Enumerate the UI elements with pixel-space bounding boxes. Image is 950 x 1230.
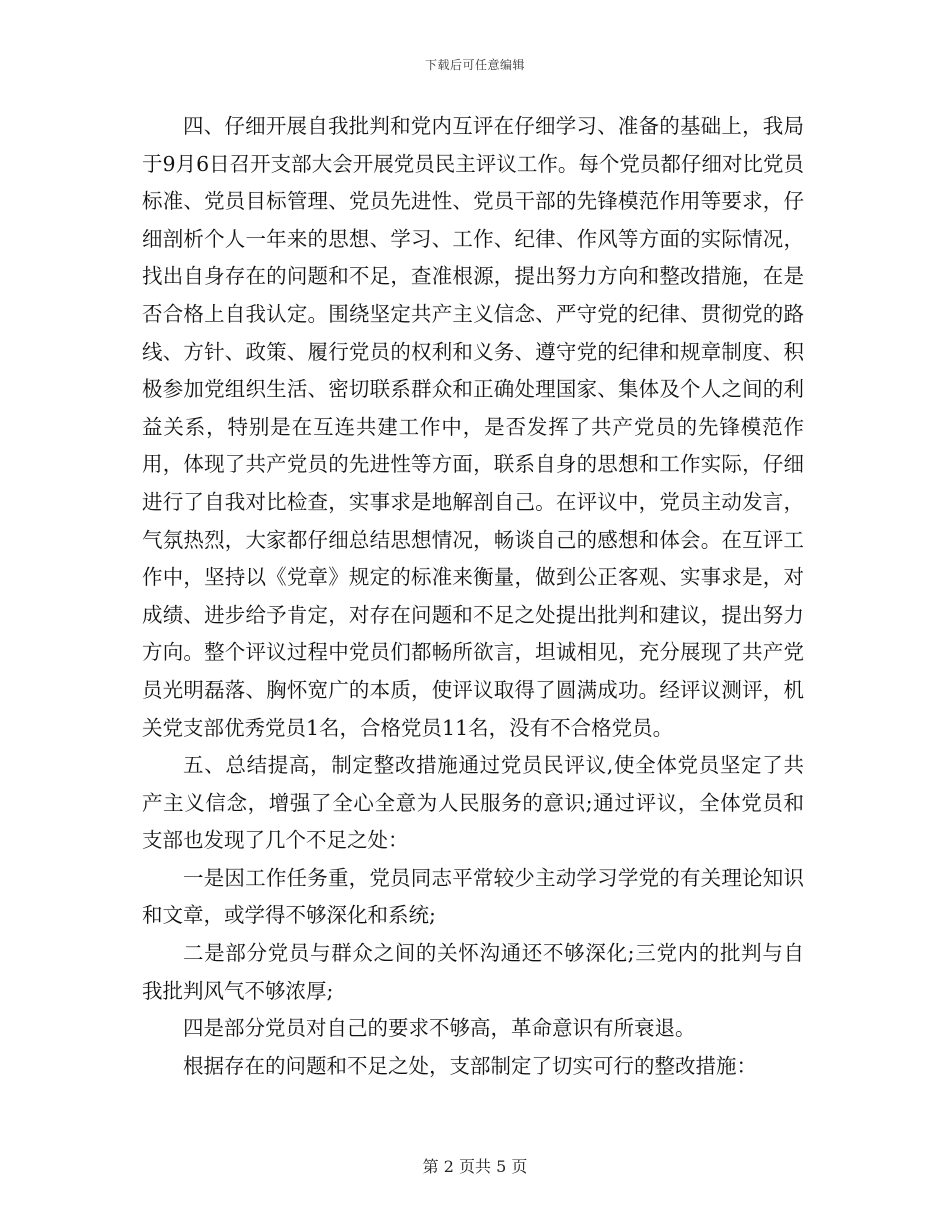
paragraph-issue-four: 四是部分党员对自己的要求不够高，革命意识有所衰退。 [183,1016,696,1041]
paragraph-issue-one: 一是因工作任务重，党员同志平常较少主动学习学党的有关理论知识和文章，或学得不够深化和系统; [142,865,804,928]
paragraph-self-criticism: 四、仔细开展自我批判和党内互评在仔细学习、准备的基础上，我局于9月6日召开支部大会开展党员民主评议工作。每个党员都仔细对比党员标准、党员目标管理、党员先进性、党员干部的先锋模范作用等要求，仔细剖析个人一年来的思想、学习、工作、纪律、作风等方面的实际情况，找出自身存在的问题和不足，查准根源，提出努力方向和整改措施，在是否合格上自我认定。围绕坚定共产主义信念、严守党的纪律、贯彻党的路线、方针、政策、履行党员的权利和义务、遵守党的纪律和规章制度、积极参加党组织生活、密切联系群众和正确处理国家、集体及个人之间的利益关系，特别是在互连共建工作中，是否发挥了共产党员的先锋模范作用，体现了共产党员的先进性等方面，联系自身的思想和工作实际，仔细进行了自我对比检查，实事求是地解剖自己。在评议中，党员主动发言，气氛热烈，大家都仔细总结思想情况，畅谈自己的感想和体会。在互评工作中，坚持以《党章》规定的标准来衡量，做到公正客观、实事求是，对成绩、进步给予肯定，对存在问题和不足之处提出批判和建议，提出努力方向。整个评议过程中党员们都畅所欲言，坦诚相见，充分展现了共产党员光明磊落、胸怀宽广的本质，使评议取得了圆满成功。经评议测评，机关党支部优秀党员1名，合格党员11名，没有不合格党员。 [142,114,804,740]
paragraph-measures: 根据存在的问题和不足之处，支部制定了切实可行的整改措施： [183,1053,757,1078]
paragraph-issue-two-three: 二是部分党员与群众之间的关怀沟通还不够深化;三党内的批判与自我批判风气不够浓厚; [142,941,804,1003]
paragraph-summary: 五、总结提高，制定整改措施通过党员民评议,使全体党员坚定了共产主义信念，增强了全心全意为人民服务的意识;通过评议，全体党员和支部也发现了几个不足之处： [142,753,804,853]
document-body [142,108,804,1085]
page-footer: 第 2 页共 5 页 [422,1157,528,1176]
page-header: 下载后可任意编辑 [424,58,525,72]
